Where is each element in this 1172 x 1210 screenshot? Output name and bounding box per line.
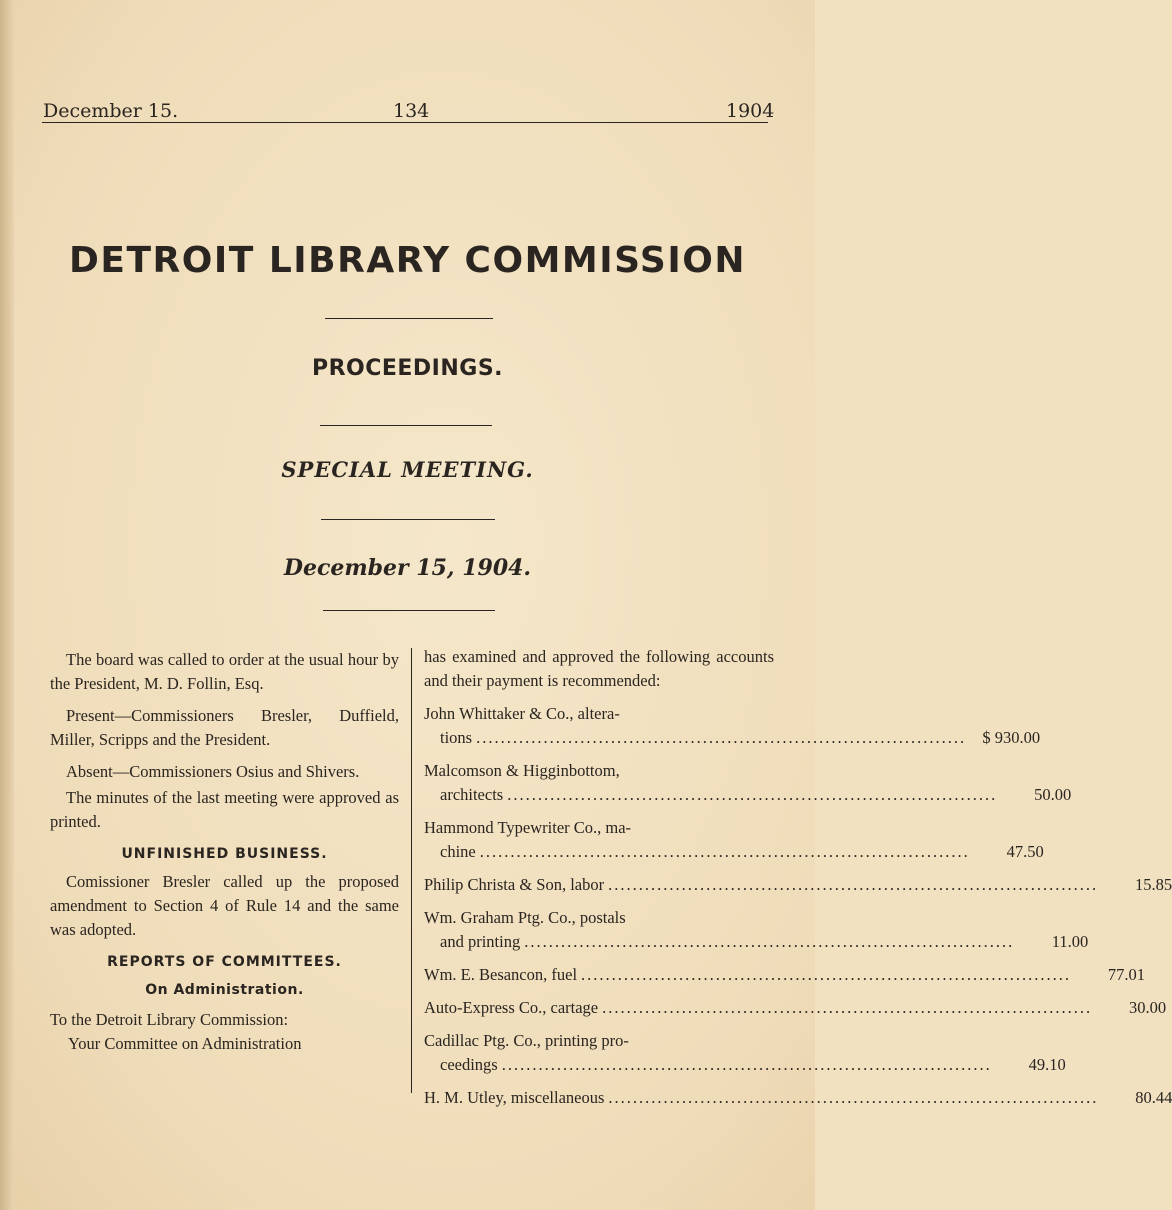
header-rule [42,122,768,123]
account-amount: 30.00 [1129,998,1167,1017]
account-line [424,963,1146,987]
unfinished-business-heading: UNFINISHED BUSINESS. [121,846,328,862]
accounts-list [424,702,1172,1110]
dot-leader: ................................................................................ [524,932,1015,951]
account-line [424,783,1072,807]
account-amount: 77.01 [1107,965,1146,984]
account-entry [424,906,1089,954]
proceedings-heading: PROCEEDINGS. [311,356,504,381]
account-description: chine [440,842,476,861]
dot-leader: ................................................................................ [581,965,1072,984]
account-line [424,726,1041,750]
account-line [424,873,1172,897]
dot-leader: ................................................................................ [507,785,998,804]
account-line [424,996,1167,1020]
column-divider [411,648,412,1093]
right-column [424,645,1172,1110]
call-to-order-paragraph: The board was called to order at the usual hour by the President, M. D. Follin, Esq. [50,650,399,693]
account-entry [424,873,1172,897]
account-entry [424,996,1167,1020]
account-description: and printing [440,932,521,951]
account-line [424,1053,1066,1077]
account-entry [424,1086,1172,1110]
left-column [50,648,399,1056]
salutation-line: To the Detroit Library Commission: [50,1010,289,1029]
account-description: tions [440,728,473,747]
account-amount: $ 930.00 [982,728,1041,747]
account-entry [424,759,1072,807]
account-amount: 50.00 [1034,785,1072,804]
account-entry [424,816,1044,864]
account-line [424,930,1089,954]
document-title: DETROIT LIBRARY COMMISSION [69,240,746,281]
amendment-paragraph: Comissioner Bresler called up the proposed amendment to Section 4 of Rule 14 and the same was adopted. [50,872,399,939]
account-payee: Auto-Express Co., cartage [424,998,599,1017]
account-line [424,1086,1172,1110]
account-amount: 47.50 [1006,842,1044,861]
committee-line: Your Committee on Administration [68,1034,302,1053]
dot-leader: ................................................................................ [479,842,970,861]
account-amount: 80.44 [1135,1088,1172,1107]
divider-rule [320,425,492,426]
dot-leader: ................................................................................ [602,998,1093,1017]
account-description: ceedings [440,1055,498,1074]
page-spine-edge [0,0,14,1210]
account-description: architects [440,785,504,804]
account-payee: H. M. Utley, miscellaneous [424,1088,605,1107]
account-entry [424,702,1041,750]
account-payee: Malcomson & Higginbottom, [424,761,620,780]
meeting-date-heading: December 15, 1904. [283,555,532,581]
dot-leader: ................................................................................ [608,1088,1099,1107]
dot-leader: ................................................................................ [608,875,1099,894]
account-payee: Philip Christa & Son, labor [424,875,605,894]
page-number: 134 [393,100,430,122]
account-entry [424,1029,1066,1077]
header-year: 1904 [726,100,775,122]
divider-rule [325,318,493,319]
accounts-intro: has examined and approved the following accounts and their payment is recommended: [424,647,774,690]
account-amount: 11.00 [1051,932,1089,951]
administration-subheading: On Administration. [145,982,304,998]
meeting-type-heading: SPECIAL MEETING. [281,457,534,482]
account-entry [424,963,1146,987]
account-amount: 15.85 [1135,875,1172,894]
dot-leader: ................................................................................ [476,728,967,747]
account-payee: Cadillac Ptg. Co., printing pro- [424,1031,629,1050]
present-paragraph: Present—Commissioners Bresler, Duffield, Miller, Scripps and the President. [50,706,399,749]
account-amount: 49.10 [1028,1055,1066,1074]
dot-leader: ................................................................................ [501,1055,992,1074]
absent-paragraph: Absent—Commissioners Osius and Shivers. [66,762,360,781]
divider-rule [323,610,495,611]
account-payee: Wm. E. Besancon, fuel [424,965,578,984]
account-payee: John Whittaker & Co., altera- [424,704,620,723]
account-payee: Wm. Graham Ptg. Co., postals [424,908,626,927]
account-line [424,840,1044,864]
reports-heading: REPORTS OF COMMITTEES. [107,954,342,970]
minutes-paragraph: The minutes of the last meeting were approved as printed. [50,788,399,831]
divider-rule [321,519,495,520]
header-date: December 15. [43,100,179,122]
account-payee: Hammond Typewriter Co., ma- [424,818,632,837]
